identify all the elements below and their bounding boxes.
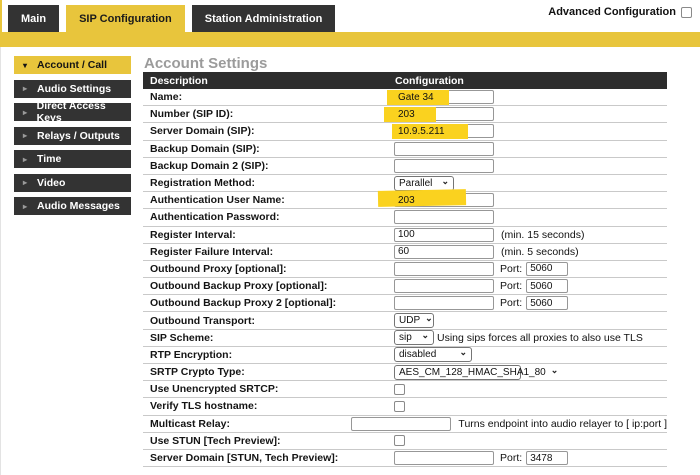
chevron-right-icon: ▸	[23, 107, 28, 117]
outbound-backup-proxy-port-input[interactable]	[526, 279, 568, 293]
name-label: Name:	[150, 91, 183, 104]
outbound-backup-proxy-2-port-input[interactable]	[526, 296, 568, 310]
server-domain-stun-label: Server Domain [STUN, Tech Preview]:	[150, 452, 339, 465]
sip-scheme-hint: Using sips forces all proxies to also use TLS	[437, 331, 643, 344]
tab-bar	[8, 5, 335, 32]
chevron-down-icon: ▾	[23, 60, 28, 70]
sidebar-item-label: Video	[37, 176, 66, 189]
multicast-relay-label: Multicast Relay:	[150, 417, 230, 430]
verify-tls-hostname-label: Verify TLS hostname:	[150, 400, 258, 413]
page-title: Account Settings	[144, 55, 268, 72]
outbound-transport-select[interactable]	[394, 313, 434, 328]
chevron-right-icon: ▸	[23, 178, 28, 187]
outbound-transport-label: Outbound Transport:	[150, 314, 255, 327]
srtp-crypto-type-config-cell	[394, 364, 667, 380]
rtp-encryption-config-cell	[394, 347, 667, 363]
sidebar-item-time[interactable]	[14, 150, 131, 168]
advanced-configuration-label: Advanced Configuration	[548, 6, 676, 18]
chevron-right-icon: ▸	[23, 131, 28, 140]
use-unencrypted-srtcp-checkbox[interactable]	[394, 384, 405, 395]
table-row-use-stun	[143, 433, 667, 450]
table-row-outbound-backup-proxy	[143, 278, 667, 295]
register-failure-interval-value: 60	[398, 246, 410, 258]
outbound-transport-config-cell	[394, 312, 667, 328]
server-domain-sip-label: Server Domain (SIP):	[150, 125, 255, 138]
window-edge-line	[0, 47, 1, 475]
table-row-server-domain-stun	[143, 450, 667, 467]
chevron-right-icon: ▸	[23, 201, 28, 211]
register-interval-config-cell	[394, 227, 667, 243]
account-settings-table	[143, 72, 667, 467]
outbound-backup-proxy-port-value: 5060	[530, 280, 553, 292]
table-row-register-failure-interval	[143, 244, 667, 261]
table-row-authentication-user-name	[143, 192, 667, 209]
number-sip-id-label: Number (SIP ID):	[150, 108, 234, 121]
register-failure-interval-hint: (min. 5 seconds)	[501, 245, 579, 258]
authentication-user-name-label: Authentication User Name:	[150, 194, 285, 207]
use-stun-label: Use STUN [Tech Preview]:	[150, 434, 281, 447]
name-config-cell	[394, 89, 667, 105]
sidebar-item-account-call[interactable]	[14, 56, 131, 74]
server-domain-stun-input[interactable]	[394, 451, 494, 465]
table-row-rtp-encryption	[143, 347, 667, 364]
sidebar-item-audio-settings[interactable]	[14, 80, 131, 98]
table-row-outbound-transport	[143, 312, 667, 329]
sidebar-item-label: Direct Access Keys	[36, 100, 106, 124]
rtp-encryption-label: RTP Encryption:	[150, 348, 233, 361]
backup-domain-2-sip-config-cell	[394, 158, 667, 174]
outbound-proxy-port-input[interactable]	[526, 262, 568, 276]
outbound-transport-selected-value: UDP	[399, 315, 421, 327]
outbound-backup-proxy-input[interactable]	[394, 279, 494, 293]
outbound-backup-proxy-2-port-label: Port:	[500, 297, 523, 310]
outbound-backup-proxy-2-config-cell	[394, 295, 667, 311]
outbound-backup-proxy-label: Outbound Backup Proxy [optional]:	[150, 280, 328, 293]
tab-sip-configuration[interactable]: SIP Configuration	[66, 5, 185, 32]
accent-bar	[0, 32, 700, 47]
sip-scheme-label: SIP Scheme:	[150, 331, 214, 344]
backup-domain-sip-label: Backup Domain (SIP):	[150, 142, 260, 155]
chevron-down-icon: ⌄	[459, 347, 467, 358]
rtp-encryption-selected-value: disabled	[399, 349, 437, 361]
register-failure-interval-config-cell	[394, 244, 667, 260]
table-row-outbound-backup-proxy-2	[143, 295, 667, 312]
outbound-proxy-config-cell	[394, 261, 667, 277]
chevron-down-icon: ⌄	[425, 313, 433, 324]
table-header	[143, 72, 667, 89]
registration-method-label: Registration Method:	[150, 177, 255, 190]
srtp-crypto-type-label: SRTP Crypto Type:	[150, 366, 245, 379]
chevron-right-icon: ▸	[23, 84, 28, 93]
register-interval-value: 100	[398, 229, 415, 241]
multicast-relay-input[interactable]	[351, 417, 451, 431]
use-unencrypted-srtcp-label: Use Unencrypted SRTCP:	[150, 383, 279, 396]
outbound-proxy-label: Outbound Proxy [optional]:	[150, 262, 287, 275]
table-row-srtp-crypto-type	[143, 364, 667, 381]
name-value: Gate 34	[398, 91, 434, 103]
tab-main[interactable]: Main	[8, 5, 59, 32]
table-body	[143, 89, 667, 467]
register-interval-label: Register Interval:	[150, 228, 236, 241]
number-sip-id-input[interactable]	[394, 107, 494, 121]
table-row-outbound-proxy	[143, 261, 667, 278]
sidebar-item-label: Relays / Outputs	[37, 129, 120, 142]
table-row-backup-domain-sip	[143, 141, 667, 158]
outbound-proxy-input[interactable]	[394, 262, 494, 276]
outbound-backup-proxy-port-label: Port:	[500, 280, 523, 293]
configuration-column-header: Configuration	[395, 74, 464, 87]
table-row-name	[143, 89, 667, 106]
multicast-relay-config-cell	[351, 416, 667, 432]
server-domain-sip-value: 10.9.5.211	[398, 125, 445, 137]
tab-station-administration[interactable]: Station Administration	[192, 5, 336, 32]
sip-scheme-config-cell	[394, 330, 667, 346]
authentication-user-name-value: 203	[398, 194, 415, 206]
sip-scheme-select[interactable]	[394, 330, 434, 345]
chevron-down-icon: ⌄	[441, 175, 449, 186]
number-sip-id-config-cell	[394, 106, 667, 122]
registration-method-config-cell	[394, 175, 667, 191]
backup-domain-2-sip-label: Backup Domain 2 (SIP):	[150, 159, 269, 172]
sidebar-item-label: Audio Settings	[37, 82, 112, 95]
use-stun-config-cell	[394, 433, 667, 449]
register-failure-interval-input[interactable]	[394, 245, 494, 259]
srtp-crypto-type-select[interactable]	[394, 364, 559, 380]
registration-method-select[interactable]	[394, 176, 454, 191]
table-row-verify-tls-hostname	[143, 398, 667, 415]
server-domain-stun-port-input[interactable]	[526, 451, 568, 465]
registration-method-selected-value: Parallel	[399, 177, 433, 189]
sidebar-item-label: Account / Call	[37, 59, 108, 71]
number-sip-id-value: 203	[398, 108, 415, 120]
sidebar	[14, 56, 131, 221]
register-interval-input[interactable]	[394, 228, 494, 242]
advanced-configuration-toggle	[548, 6, 692, 18]
table-row-backup-domain-2-sip	[143, 158, 667, 175]
use-unencrypted-srtcp-config-cell	[394, 381, 667, 397]
outbound-proxy-port-label: Port:	[500, 262, 523, 275]
srtp-crypto-type-selected-value: AES_CM_128_HMAC_SHA1_80	[399, 366, 546, 378]
authentication-password-input[interactable]	[394, 210, 494, 224]
verify-tls-hostname-checkbox[interactable]	[394, 401, 405, 412]
table-row-register-interval	[143, 227, 667, 244]
sip-scheme-selected-value: sip	[399, 332, 412, 344]
verify-tls-hostname-config-cell	[394, 398, 667, 414]
sidebar-item-direct-access-keys[interactable]	[14, 100, 131, 124]
sidebar-item-relays-outputs[interactable]	[14, 127, 131, 145]
sidebar-item-video[interactable]	[14, 174, 131, 192]
outbound-backup-proxy-2-label: Outbound Backup Proxy 2 [optional]:	[150, 297, 337, 310]
outbound-backup-proxy-config-cell	[394, 278, 667, 294]
server-domain-stun-port-value: 3478	[530, 452, 553, 464]
chevron-down-icon: ⌄	[550, 364, 559, 375]
advanced-configuration-checkbox[interactable]	[681, 7, 692, 18]
rtp-encryption-select[interactable]	[394, 347, 472, 362]
server-domain-stun-port-label: Port:	[500, 452, 523, 465]
table-row-number-sip-id	[143, 106, 667, 123]
authentication-user-name-highlight-annotation	[378, 189, 466, 207]
sidebar-item-label: Time	[37, 153, 62, 165]
table-row-sip-scheme	[143, 330, 667, 347]
sidebar-item-label: Audio Messages	[37, 200, 120, 212]
server-domain-sip-config-cell	[394, 123, 667, 139]
description-column-header: Description	[150, 74, 208, 87]
multicast-relay-hint: Turns endpoint into audio relayer to [ ip:port ]	[458, 417, 667, 430]
backup-domain-2-sip-input[interactable]	[394, 159, 494, 173]
register-failure-interval-label: Register Failure Interval:	[150, 245, 274, 258]
table-row-multicast-relay	[143, 416, 667, 433]
authentication-password-config-cell	[394, 209, 667, 225]
backup-domain-sip-config-cell	[394, 141, 667, 157]
outbound-proxy-port-value: 5060	[530, 263, 553, 275]
outbound-backup-proxy-2-input[interactable]	[394, 296, 494, 310]
outbound-backup-proxy-2-port-value: 5060	[530, 297, 553, 309]
table-row-server-domain-sip	[143, 123, 667, 140]
register-interval-hint: (min. 15 seconds)	[501, 228, 585, 241]
table-row-use-unencrypted-srtcp	[143, 381, 667, 398]
server-domain-sip-input[interactable]	[394, 124, 494, 138]
use-stun-checkbox[interactable]	[394, 435, 405, 446]
authentication-user-name-config-cell	[394, 192, 667, 208]
chevron-right-icon: ▸	[23, 154, 28, 164]
authentication-password-label: Authentication Password:	[150, 211, 280, 224]
backup-domain-sip-input[interactable]	[394, 142, 494, 156]
table-row-authentication-password	[143, 209, 667, 226]
sidebar-item-audio-messages[interactable]	[14, 197, 131, 215]
server-domain-stun-config-cell	[394, 450, 667, 466]
chevron-down-icon: ⌄	[421, 330, 429, 341]
